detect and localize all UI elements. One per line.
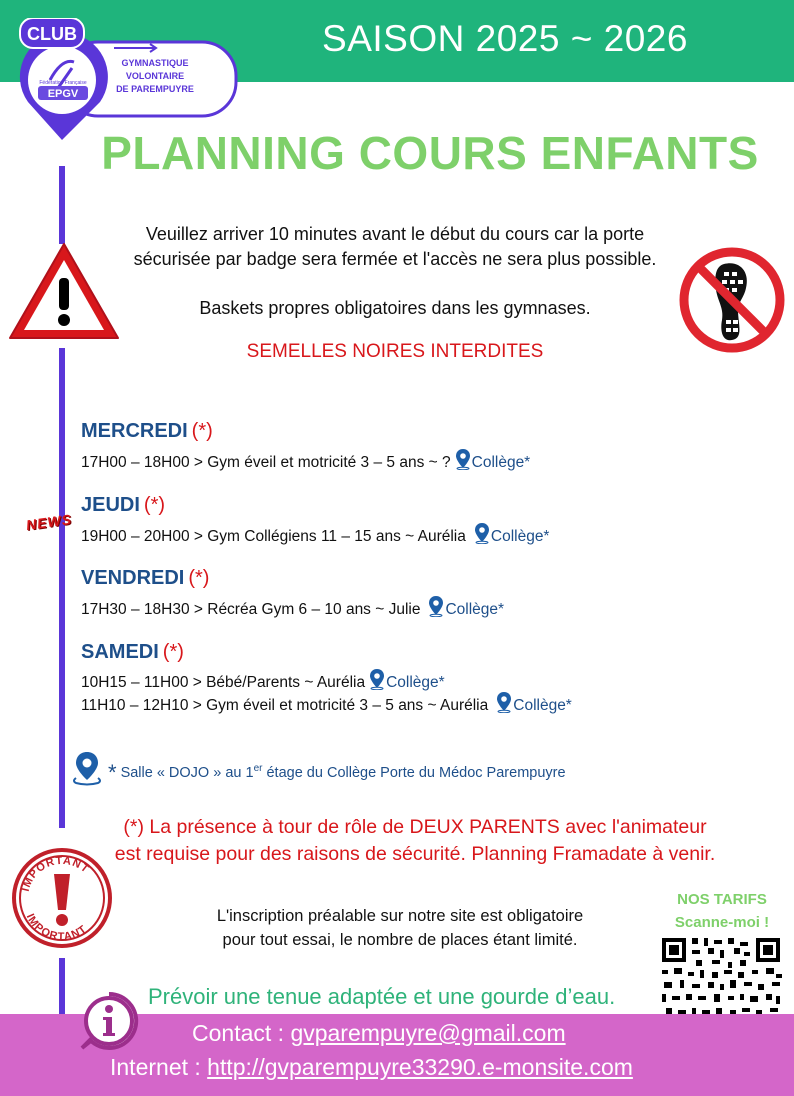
day-heading-saturday: SAMEDI (*) bbox=[81, 641, 184, 663]
location-link: Collège* bbox=[490, 528, 550, 545]
tenue-reminder: Prévoir une tenue adaptée et une gourde d’eau. bbox=[148, 984, 616, 1009]
internet-line bbox=[110, 1054, 633, 1081]
tarifs-title: NOS TARIFS bbox=[677, 891, 767, 908]
club-name-line-2: VOLONTAIRE bbox=[125, 71, 185, 81]
warning-triangle-icon bbox=[6, 240, 122, 342]
black-soles-warning: SEMELLES NOIRES INTERDITES bbox=[246, 341, 544, 362]
arrival-notice-line-2: sécurisée par badge sera fermée et l'accès ne sera plus possible. bbox=[133, 249, 657, 269]
timeline-line bbox=[59, 348, 65, 828]
location-pin-icon bbox=[474, 522, 490, 544]
contact-email-link[interactable]: gvparempuyre@gmail.com bbox=[290, 1020, 566, 1046]
tarifs-label bbox=[652, 888, 792, 934]
location-link: Collège* bbox=[445, 601, 505, 618]
location-pin-icon bbox=[455, 448, 471, 470]
location-link: Collège* bbox=[386, 674, 445, 691]
important-stamp-icon bbox=[10, 846, 114, 950]
location-pin-icon bbox=[496, 691, 512, 713]
website-link[interactable]: http://gvparempuyre33290.e-monsite.com bbox=[207, 1054, 633, 1080]
location-pin-icon bbox=[70, 750, 104, 786]
day-heading-wednesday: MERCREDI (*) bbox=[81, 420, 213, 442]
schedule-slot: 17H00 – 18H00 > Gym éveil et motricité 3 – 5 ans ~ ? Collège* bbox=[81, 448, 530, 472]
location-pin-icon bbox=[428, 595, 444, 617]
season-title: SAISON 2025 ~ 2026 bbox=[322, 18, 688, 59]
day-heading-friday: VENDREDI (*) bbox=[81, 567, 210, 589]
schedule-slot: 19H00 – 20H00 > Gym Collégiens 11 – 15 ans ~ Aurélia Collège* bbox=[81, 522, 549, 546]
arrival-notice bbox=[110, 222, 680, 272]
club-name-line-1: GYMNASTIQUE bbox=[121, 58, 189, 68]
inscription-line-2: pour tout essai, le nombre de places étant limité. bbox=[222, 931, 578, 949]
parents-notice bbox=[80, 814, 750, 868]
internet-label: Internet : bbox=[110, 1054, 201, 1080]
inscription-notice bbox=[160, 904, 640, 952]
location-pin-icon bbox=[369, 668, 385, 690]
day-heading-thursday: JEUDI (*) bbox=[81, 494, 166, 516]
important-text-bottom: IMPORTANT bbox=[23, 912, 90, 944]
dojo-star: * bbox=[108, 760, 117, 785]
federation-text: EPGV bbox=[47, 88, 79, 100]
dojo-location-note: * Salle « DOJO » au 1er étage du Collège Porte du Médoc Parempuyre bbox=[108, 760, 566, 785]
important-text-top: IMPORTANT bbox=[19, 854, 92, 893]
contact-line bbox=[192, 1020, 566, 1047]
arrival-notice-line-1: Veuillez arriver 10 minutes avant le début du cours car la porte bbox=[145, 224, 645, 244]
schedule-slot: 10H15 – 11H00 > Bébé/Parents ~ Aurélia Collège* bbox=[81, 668, 445, 692]
federation-small: Fédération Française bbox=[39, 80, 87, 86]
news-badge: NEWS bbox=[25, 510, 73, 534]
no-black-soles-icon bbox=[678, 246, 786, 354]
location-link: Collège* bbox=[471, 454, 531, 471]
schedule-slot: 11H10 – 12H10 > Gym éveil et motricité 3 – 5 ans ~ Aurélia Collège* bbox=[81, 691, 572, 715]
info-icon bbox=[78, 990, 140, 1052]
schedule-slot: 17H30 – 18H30 > Récréa Gym 6 – 10 ans ~ Julie Collège* bbox=[81, 595, 504, 619]
parents-notice-line-1: (*) La présence à tour de rôle de DEUX PARENTS avec l'animateur bbox=[123, 816, 707, 838]
contact-label: Contact : bbox=[192, 1020, 285, 1046]
page-title: PLANNING COURS ENFANTS bbox=[101, 127, 759, 179]
club-badge: CLUB bbox=[27, 24, 77, 44]
inscription-line-1: L'inscription préalable sur notre site est obligatoire bbox=[216, 907, 584, 925]
parents-notice-line-2: est requise pour des raisons de sécurité. Planning Framadate à venir. bbox=[114, 843, 716, 865]
scan-me-label: Scanne-moi ! bbox=[674, 914, 770, 931]
baskets-notice: Baskets propres obligatoires dans les gymnases. bbox=[199, 298, 591, 318]
location-link: Collège* bbox=[513, 697, 572, 714]
club-name-line-3: DE PAREMPUYRE bbox=[116, 84, 194, 94]
